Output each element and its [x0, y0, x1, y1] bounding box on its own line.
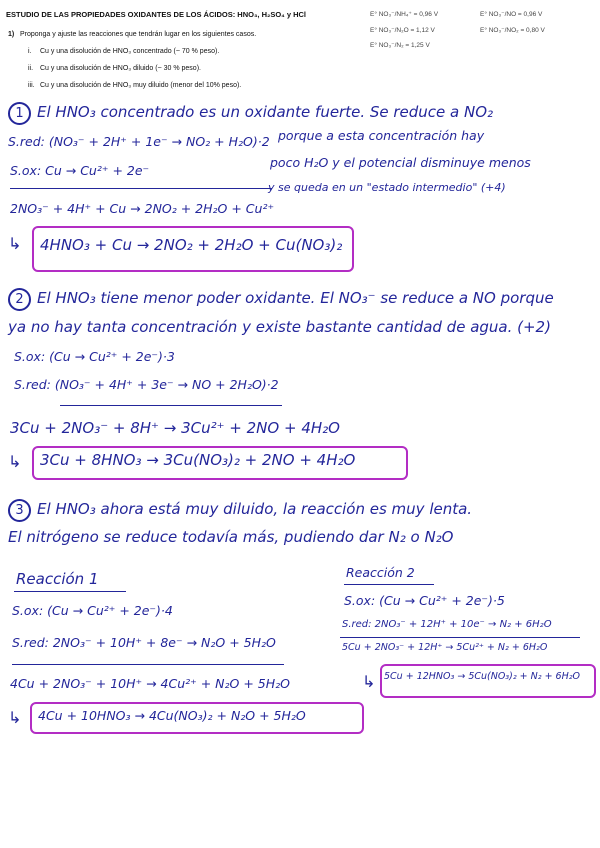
section-1-oxidation: S.ox: Cu → Cu²⁺ + 2e⁻ — [10, 163, 150, 178]
reaction-2-final: 5Cu + 12HNO₃ → 5Cu(NO₃)₂ + N₂ + 6H₂O — [384, 671, 581, 682]
section-2-reduction: S.red: (NO₃⁻ + 4H⁺ + 3e⁻ → NO + 2H₂O)·2 — [14, 377, 279, 392]
section-1-statement — [8, 102, 493, 125]
reaction-2-global: 5Cu + 2NO₃⁻ + 12H⁺ → 5Cu²⁺ + N₂ + 6H₂O — [342, 642, 548, 653]
reaction-2-oxidation: S.ox: (Cu → Cu²⁺ + 2e⁻)·5 — [344, 593, 505, 608]
section-2-number: 2 — [8, 288, 31, 311]
question-number: 1) — [8, 31, 15, 38]
item-text: Cu y una disolución de HNO₃ muy diluido (menor del 10% peso). — [39, 82, 242, 89]
item-text: Cu y una disolución de HNO₃ diluido (~ 30 % peso). — [39, 65, 201, 72]
question-item — [28, 47, 219, 56]
title-underline — [14, 591, 126, 592]
item-roman: iii. — [28, 82, 35, 89]
reaction-1-global: 4Cu + 2NO₃⁻ + 10H⁺ → 4Cu²⁺ + N₂O + 5H₂O — [10, 676, 290, 691]
section-3-statement — [8, 499, 472, 522]
reaction-1-title: Reacción 1 — [16, 570, 99, 588]
section-1-reduction: S.red: (NO₃⁻ + 2H⁺ + 1e⁻ → NO₂ + H₂O)·2 — [8, 134, 270, 149]
reaction-1-reduction: S.red: 2NO₃⁻ + 10H⁺ + 8e⁻ → N₂O + 5H₂O — [12, 635, 276, 650]
reaction-1-oxidation: S.ox: (Cu → Cu²⁺ + 2e⁻)·4 — [12, 603, 173, 618]
potential-4: E° NO₃⁻/NO₂ = 0,80 V — [480, 27, 545, 34]
question-text: Proponga y ajuste las reacciones que tendrán lugar en los siguientes casos. — [19, 31, 257, 38]
section-3-text-1: El HNO₃ ahora está muy diluido, la reacción es muy lenta. — [37, 500, 473, 518]
sum-line — [10, 188, 272, 189]
result-arrow-icon: ↳ — [8, 234, 22, 253]
potential-3: E° NO₃⁻/N₂O = 1,12 V — [370, 27, 435, 34]
section-2-text-1: El HNO₃ tiene menor poder oxidante. El NO₃⁻ se reduce a NO porque — [37, 289, 554, 307]
section-2-global: 3Cu + 2NO₃⁻ + 8H⁺ → 3Cu²⁺ + 2NO + 4H₂O — [10, 419, 340, 437]
item-text: Cu y una disolución de HNO₃ concentrado (~ 70 % peso). — [39, 48, 220, 55]
section-1-global: 2NO₃⁻ + 4H⁺ + Cu → 2NO₂ + 2H₂O + Cu²⁺ — [10, 201, 275, 216]
section-3-text-2: El nitrógeno se reduce todavía más, pudiendo dar N₂ o N₂O — [8, 528, 454, 546]
section-1-note-1: porque a esta concentración hay — [278, 128, 485, 143]
section-2-oxidation: S.ox: (Cu → Cu²⁺ + 2e⁻)·3 — [14, 349, 175, 364]
section-1-final: 4HNO₃ + Cu → 2NO₂ + 2H₂O + Cu(NO₃)₂ — [40, 236, 343, 254]
section-1-note-3: y se queda en un "estado intermedio" (+4) — [268, 181, 506, 194]
section-1-number: 1 — [8, 102, 31, 125]
item-roman: i. — [28, 48, 32, 55]
sum-line — [60, 405, 282, 406]
sum-line — [12, 664, 284, 665]
result-arrow-icon: ↳ — [362, 672, 376, 691]
section-3-number: 3 — [8, 499, 31, 522]
section-2-statement — [8, 288, 554, 311]
section-2-final: 3Cu + 8HNO₃ → 3Cu(NO₃)₂ + 2NO + 4H₂O — [40, 451, 356, 469]
potential-1: E° NO₃⁻/NH₄⁺ = 0,96 V — [370, 11, 439, 18]
result-arrow-icon: ↳ — [8, 452, 22, 471]
result-arrow-icon: ↳ — [8, 708, 22, 727]
sum-line — [340, 637, 580, 638]
potential-5: E° NO₃⁻/N₂ = 1,25 V — [370, 42, 430, 49]
question-item — [28, 81, 241, 90]
section-1-note-2: poco H₂O y el potencial disminuye menos — [270, 155, 531, 170]
question-item — [28, 64, 201, 73]
reaction-2-title: Reacción 2 — [346, 565, 415, 580]
potential-2: E° NO₃⁻/NO = 0,96 V — [480, 11, 543, 18]
section-2-text-2: ya no hay tanta concentración y existe bastante cantidad de agua. (+2) — [8, 318, 551, 336]
question-line — [8, 30, 256, 39]
item-roman: ii. — [28, 65, 34, 72]
reaction-2-reduction: S.red: 2NO₃⁻ + 12H⁺ + 10e⁻ → N₂ + 6H₂O — [342, 619, 552, 630]
section-1-text: El HNO₃ concentrado es un oxidante fuerte. Se reduce a NO₂ — [37, 103, 494, 121]
title-underline — [344, 584, 434, 585]
document-title: ESTUDIO DE LAS PROPIEDADES OXIDANTES DE LOS ÁCIDOS: HNO₃, H₂SO₄ y HCl — [6, 10, 306, 19]
reaction-1-final: 4Cu + 10HNO₃ → 4Cu(NO₃)₂ + N₂O + 5H₂O — [38, 708, 306, 723]
